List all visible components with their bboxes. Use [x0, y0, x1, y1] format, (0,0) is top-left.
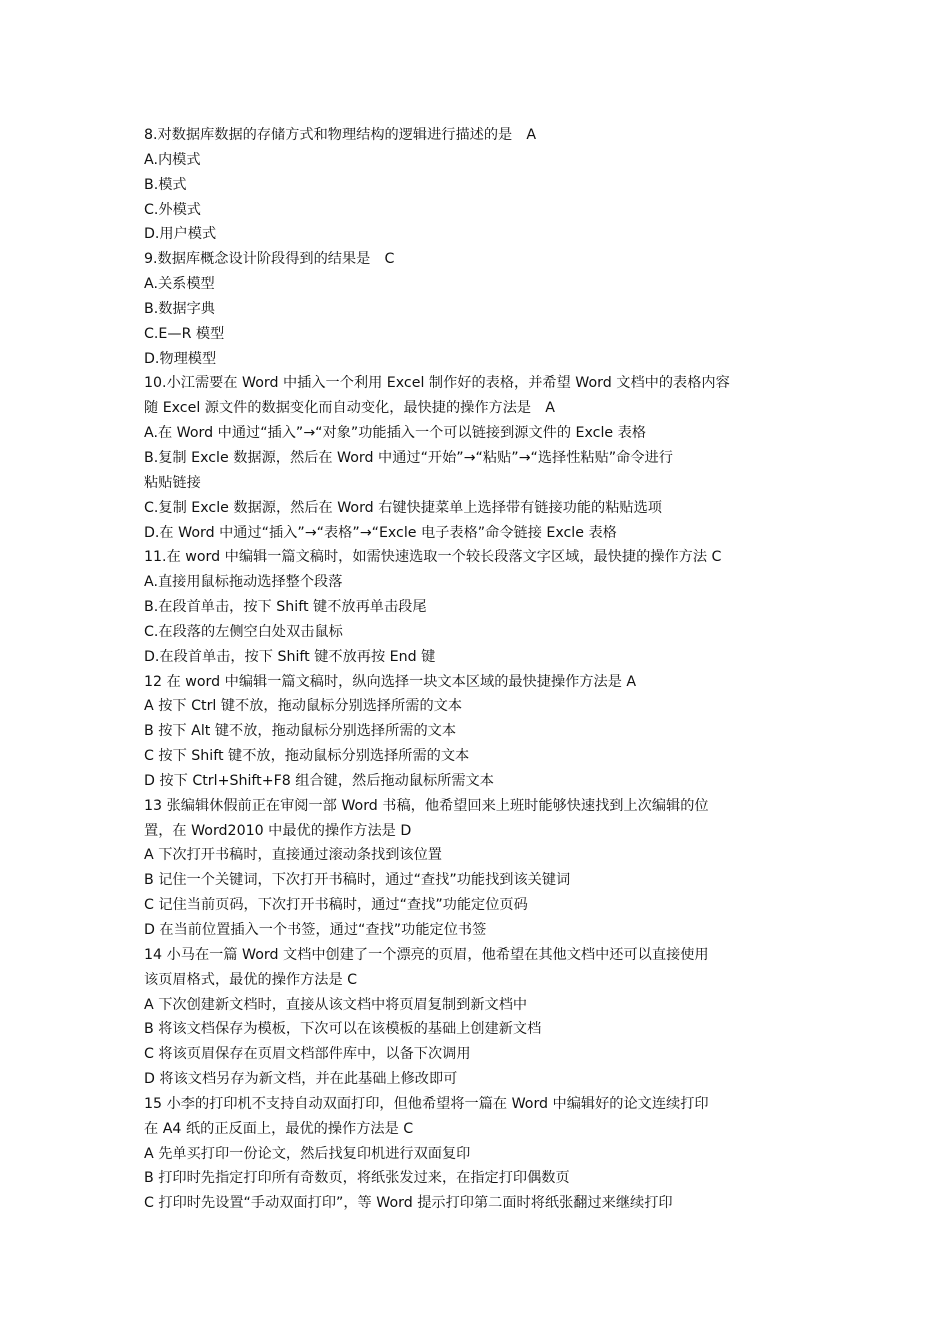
question-13-option-c: C 记住当前页码，下次打开书稿时，通过“查找”功能定位页码 [144, 897, 528, 914]
question-14-option-d: D 将该文档另存为新文档，并在此基础上修改即可 [144, 1071, 458, 1088]
question-8-stem: 8.对数据库数据的存储方式和物理结构的逻辑进行描述的是 A [144, 127, 537, 143]
question-12-stem: 12 在 word 中编辑一篇文稿时，纵向选择一块文本区域的最快捷操作方法是 A [144, 673, 637, 690]
question-12-option-c: C 按下 Shift 键不放，拖动鼠标分别选择所需的文本 [144, 748, 470, 765]
question-13-stem: 13 张编辑休假前正在审阅一部 Word 书稿，他希望回来上班时能够快速找到上次编辑的位 [144, 797, 709, 814]
question-13-option-a: A 下次打开书稿时，直接通过滚动条找到该位置 [144, 847, 442, 864]
question-15-option-b: B 打印时先指定打印所有奇数页，将纸张发过来，在指定打印偶数页 [144, 1170, 570, 1187]
question-9-option-b: B.数据字典 [144, 300, 215, 317]
question-9-option-a: A.关系模型 [144, 276, 215, 293]
question-11-option-a: A.直接用鼠标拖动选择整个段落 [144, 574, 343, 591]
question-12-option-d: D 按下 Ctrl+Shift+F8 组合键，然后拖动鼠标所需文本 [144, 772, 494, 789]
question-10-stem: 10.小江需要在 Word 中插入一个利用 Excel 制作好的表格，并希望 Word 文档中的表格内容 [144, 375, 730, 392]
question-10-option-b-cont: 粘贴链接 [144, 474, 201, 491]
question-14-option-c: C 将该页眉保存在页眉文档部件库中，以备下次调用 [144, 1046, 471, 1063]
question-8-option-c: C.外模式 [144, 201, 201, 218]
question-15-stem-cont: 在 A4 纸的正反面上，最优的操作方法是 C [144, 1120, 414, 1137]
question-13-stem-cont: 置，在 Word2010 中最优的操作方法是 D [144, 822, 412, 839]
question-15-option-a: A 先单买打印一份论文，然后找复印机进行双面复印 [144, 1145, 471, 1162]
question-11-option-b: B.在段首单击，按下 Shift 键不放再单击段尾 [144, 599, 427, 616]
question-12-option-b: B 按下 Alt 键不放，拖动鼠标分别选择所需的文本 [144, 723, 457, 740]
question-11-option-c: C.在段落的左侧空白处双击鼠标 [144, 623, 343, 640]
question-10-option-c: C.复制 Excle 数据源，然后在 Word 右键快捷菜单上选择带有链接功能的粘贴选项 [144, 499, 662, 516]
question-14-stem: 14 小马在一篇 Word 文档中创建了一个漂亮的页眉，他希望在其他文档中还可以直接使用 [144, 946, 709, 963]
question-13-option-d: D 在当前位置插入一个书签，通过“查找”功能定位书签 [144, 922, 487, 938]
question-8-option-d: D.用户模式 [144, 226, 217, 243]
question-13-option-b: B 记住一个关键词，下次打开书稿时，通过“查找”功能找到该关键词 [144, 872, 571, 889]
question-10-option-b: B.复制 Excle 数据源，然后在 Word 中通过“开始”→“粘贴”→“选择性粘贴”命令进行 [144, 449, 673, 466]
question-10-option-a: A.在 Word 中通过“插入”→“对象”功能插入一个可以链接到源文件的 Excle 表格 [144, 425, 647, 442]
question-11-stem: 11.在 word 中编辑一篇文稿时，如需快速选取一个较长段落文字区域，最快捷的操作方法 C [144, 549, 722, 566]
document-page [144, 123, 814, 1216]
question-8-option-b: B.模式 [144, 176, 187, 193]
question-9-option-d: D.物理模型 [144, 350, 217, 367]
question-14-option-b: B 将该文档保存为模板，下次可以在该模板的基础上创建新文档 [144, 1021, 542, 1038]
question-9-option-c: C.E—R 模型 [144, 325, 225, 342]
question-15-option-c: C 打印时先设置“手动双面打印”，等 Word 提示打印第二面时将纸张翻过来继续打印 [144, 1195, 673, 1212]
question-10-option-d: D.在 Word 中通过“插入”→“表格”→“Excle 电子表格”命令链接 Excle 表格 [144, 524, 617, 541]
question-12-option-a: A 按下 Ctrl 键不放，拖动鼠标分别选择所需的文本 [144, 698, 463, 715]
question-8-option-a: A.内模式 [144, 151, 201, 168]
question-14-option-a: A 下次创建新文档时，直接从该文档中将页眉复制到新文档中 [144, 996, 528, 1013]
question-14-stem-cont: 该页眉格式，最优的操作方法是 C [144, 971, 358, 988]
question-9-stem: 9.数据库概念设计阶段得到的结果是 C [144, 251, 395, 268]
question-10-stem-cont: 随 Excel 源文件的数据变化而自动变化，最快捷的操作方法是 A [144, 400, 555, 417]
question-15-stem: 15 小李的打印机不支持自动双面打印，但他希望将一篇在 Word 中编辑好的论文连续打印 [144, 1095, 709, 1112]
question-11-option-d: D.在段首单击，按下 Shift 键不放再按 End 键 [144, 648, 436, 665]
